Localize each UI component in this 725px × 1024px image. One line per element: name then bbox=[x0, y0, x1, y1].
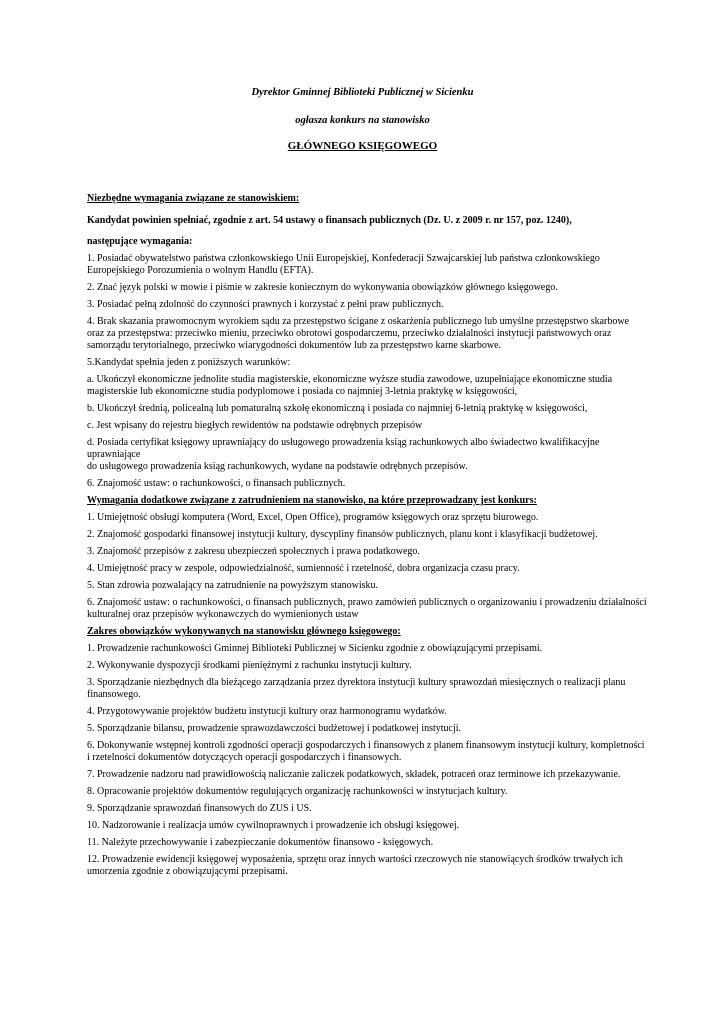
duties-heading: Zakres obowiązków wykonywanych na stanowisku głównego księgowego: bbox=[87, 626, 401, 637]
duty-item: 2. Wykonywanie dyspozycji środkami pieniężnymi z rachunku instytucji kultury. bbox=[87, 660, 412, 671]
extra-requirement-item: 5. Stan zdrowia pozwalający na zatrudnienie na powyższym stanowisku. bbox=[87, 580, 379, 591]
extra-requirement-item: 2. Znajomość gospodarki finansowej instytucji kultury, dyscypliny finansów publicznych, planu kont i klasyfikacji budżetowej. bbox=[87, 529, 598, 540]
extra-requirements-list bbox=[87, 512, 647, 621]
document-body bbox=[87, 193, 647, 883]
header-director: Dyrektor Gminnej Biblioteki Publicznej w Sicienku bbox=[251, 87, 474, 98]
duty-item: 11. Należyte przechowywanie i zabezpieczanie dokumentów finansowo - księgowych. bbox=[87, 837, 434, 848]
requirement-item: 1. Posiadać obywatelstwo państwa członkowskiego Unii Europejskiej, Konfederacji Szwajcarskiej lub państwa członkowskiego Europejskiego Porozumienia o wolnym Handlu (EFTA). bbox=[87, 253, 600, 276]
requirements-intro-cont: następujące wymagania: bbox=[87, 236, 193, 247]
requirement-item: 5.Kandydat spełnia jeden z poniższych warunków: bbox=[87, 357, 291, 368]
extra-requirement-item: 1. Umiejętność obsługi komputera (Word, Excel, Open Office), programów księgowych oraz sprzętu biurowego. bbox=[87, 512, 539, 523]
duty-item: 3. Sporządzanie niezbędnych dla bieżącego zarządzania przez dyrektora instytucji kultury sprawozdań miesięcznych o realizacji planu finansowego. bbox=[87, 677, 626, 700]
requirement-item: a. Ukończył ekonomiczne jednolite studia magisterskie, ekonomiczne wyższe studia zawodowe, uzupełniające ekonomiczne studia magisterskie lub ekonomiczne studia podyplomowe i posiada co najmniej 3-letnia praktykę w księgowości, bbox=[87, 374, 613, 397]
extra-requirement-item: 6. Znajomość ustaw: o rachunkowości, o finansach publicznych, prawo zamówień publicznych o organizowaniu i prowadzeniu działalności kulturalnej oraz przepisów wykonawczych do wymienionych ustaw bbox=[87, 597, 647, 620]
duty-item: 9. Sporządzanie sprawozdań finansowych do ZUS i US. bbox=[87, 803, 312, 814]
duty-item: 12. Prowadzenie ewidencji księgowej wyposażenia, sprzętu oraz innych wartości rzeczowych nie stanowiących środków trwałych ich umorzenia zgodnie z obowiązującymi przepisami. bbox=[87, 854, 623, 877]
duty-item: 10. Nadzorowanie i realizacja umów cywilnoprawnych i prowadzenie ich obsługi księgowej. bbox=[87, 820, 460, 831]
requirement-item: 2. Znać język polski w mowie i piśmie w zakresie koniecznym do wykonywania obowiązków głównego księgowego. bbox=[87, 282, 558, 293]
duty-item: 1. Prowadzenie rachunkowości Gminnej Biblioteki Publicznej w Sicienku zgodnie z obowiązującymi przepisami. bbox=[87, 643, 543, 654]
requirements-intro: Kandydat powinien spełniać, zgodnie z art. 54 ustawy o finansach publicznych (Dz. U. z 2009 r. nr 157, poz. 1240), bbox=[87, 215, 572, 226]
duty-item: 4. Przygotowywanie projektów budżetu instytucji kultury oraz harmonogramu wydatków. bbox=[87, 706, 447, 717]
requirements-list bbox=[87, 253, 647, 490]
requirement-item: 3. Posiadać pełną zdolność do czynności prawnych i korzystać z pełni praw publicznych. bbox=[87, 299, 444, 310]
extra-requirement-item: 3. Znajomość przepisów z zakresu ubezpieczeń społecznych i prawa podatkowego. bbox=[87, 546, 420, 557]
extra-requirements-heading: Wymagania dodatkowe związane z zatrudnieniem na stanowisko, na które przeprowadzany jest konkurs: bbox=[87, 495, 537, 506]
requirement-item: c. Jest wpisany do rejestru biegłych rewidentów na podstawie odrębnych przepisów bbox=[87, 420, 423, 431]
requirements-heading: Niezbędne wymagania związane ze stanowiskiem: bbox=[87, 193, 300, 204]
requirement-item: b. Ukończył średnią, policealną lub pomaturalną szkołę ekonomiczną i posiada co najmniej 6-letnią praktykę w księgowości, bbox=[87, 403, 588, 414]
duty-item: 6. Dokonywanie wstępnej kontroli zgodności operacji gospodarczych i finansowych z planem finansowym instytucji kultury, kompletności i rzetelności dokumentów dotyczących operacji gospodarczych i finansowych. bbox=[87, 740, 645, 763]
duty-item: 7. Prowadzenie nadzoru nad prawidłowością naliczanie zaliczek podatkowych, składek, potraceń oraz terminowe ich przekazywanie. bbox=[87, 769, 621, 780]
duty-item: 8. Opracowanie projektów dokumentów regulujących organizację rachunkowości w instytucjach kultury. bbox=[87, 786, 508, 797]
requirement-item: 4. Brak skazania prawomocnym wyrokiem sądu za przestępstwo ścigane z oskarżenia publicznego lub umyślne przestępstwo skarbowe oraz za przestępstwa: przeciwko mieniu, przeciwko obrotowi gospodarczemu, przeciwko działalności instytucji państwowych oraz samorządu terytorialnego, przeciwko wiarygodności dokumentów lub za przestępstwo karne skarbowe. bbox=[87, 316, 630, 351]
requirement-item: 6. Znajomość ustaw: o rachunkowości, o finansach publicznych. bbox=[87, 478, 346, 489]
duty-item: 5. Sporządzanie bilansu, prowadzenie sprawozdawczości budżetowej i podatkowej instytucji. bbox=[87, 723, 462, 734]
header-position: GŁÓWNEGO KSIĘGOWEGO bbox=[287, 140, 438, 152]
duties-list bbox=[87, 643, 647, 878]
requirement-item: d. Posiada certyfikat księgowy uprawniający do usługowego prowadzenia ksiąg rachunkowych albo świadectwo kwalifikacyjne uprawniające do usługowego prowadzenia ksiąg rachunkowych, wydane na podstawie odrębnych przepisów. bbox=[87, 437, 600, 472]
header-announcement: ogłasza konkurs na stanowisko bbox=[295, 115, 430, 126]
extra-requirement-item: 4. Umiejętność pracy w zespole, odpowiedzialność, sumienność i rzetelność, dobra organizacja czasu pracy. bbox=[87, 563, 520, 574]
